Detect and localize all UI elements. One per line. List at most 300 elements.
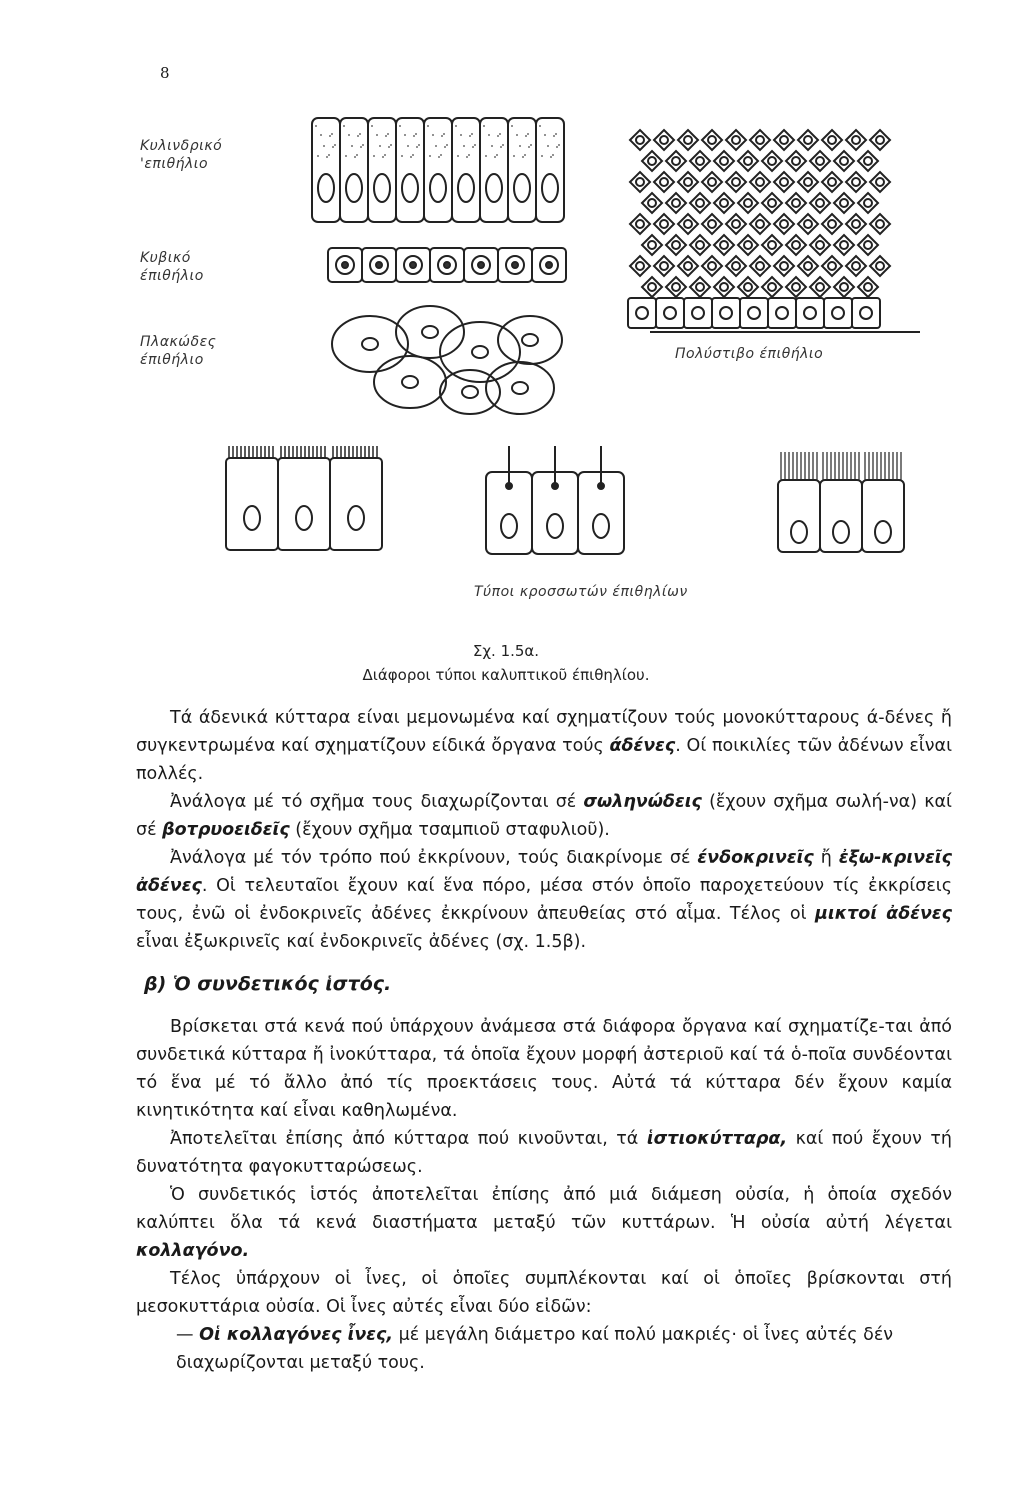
nucleus bbox=[636, 136, 644, 144]
stratified-cell bbox=[666, 277, 686, 297]
nucleus bbox=[852, 136, 860, 144]
cytoplasm-dot bbox=[497, 135, 499, 137]
cytoplasm-dot bbox=[485, 155, 487, 157]
microvilli-cell bbox=[226, 458, 278, 550]
stratified-cell bbox=[870, 214, 890, 234]
nucleus bbox=[512, 382, 528, 394]
cytoplasm-dot bbox=[511, 125, 513, 127]
stratified-cell bbox=[846, 256, 866, 276]
nucleus bbox=[660, 262, 668, 270]
microvilli-cell bbox=[278, 458, 330, 550]
cytoplasm-dot bbox=[530, 144, 532, 146]
stratified-cell bbox=[858, 151, 878, 171]
nucleus bbox=[672, 199, 680, 207]
nucleus bbox=[804, 178, 812, 186]
stratified-cell bbox=[738, 193, 758, 213]
cytoplasm-dot bbox=[356, 154, 358, 156]
nucleus bbox=[346, 174, 362, 202]
columnar-cell bbox=[396, 118, 424, 222]
stratified-cell bbox=[738, 151, 758, 171]
nucleus bbox=[593, 514, 609, 538]
cytoplasm-dot bbox=[320, 134, 322, 136]
columnar-cell bbox=[452, 118, 480, 222]
nucleolus bbox=[478, 262, 484, 268]
basal-body bbox=[598, 483, 604, 489]
columnar-epithelium-drawing bbox=[312, 118, 564, 222]
squamous-epithelium-drawing bbox=[332, 306, 562, 414]
cytoplasm-dot bbox=[483, 125, 485, 127]
cytoplasm-dot bbox=[502, 144, 504, 146]
ciliated-cell bbox=[820, 480, 862, 552]
basal-cell bbox=[740, 298, 768, 328]
nucleus bbox=[684, 178, 692, 186]
stratified-cell bbox=[810, 277, 830, 297]
stratified-cell bbox=[642, 235, 662, 255]
stratified-cell bbox=[642, 193, 662, 213]
stratified-cell bbox=[762, 235, 782, 255]
cytoplasm-dot bbox=[360, 146, 362, 148]
stratified-cell bbox=[726, 256, 746, 276]
cytoplasm-dot bbox=[522, 156, 524, 158]
stratified-cell bbox=[798, 130, 818, 150]
nucleus bbox=[804, 307, 816, 319]
stratified-cell bbox=[858, 235, 878, 255]
columnar-cell bbox=[424, 118, 452, 222]
flagellated-epithelium-drawing bbox=[486, 446, 624, 554]
stratified-cell bbox=[762, 277, 782, 297]
cytoplasm-dot bbox=[440, 154, 442, 156]
nucleus bbox=[816, 283, 824, 291]
stratified-cell bbox=[678, 214, 698, 234]
basal-cell bbox=[852, 298, 880, 328]
nucleus bbox=[768, 199, 776, 207]
stratified-cell bbox=[690, 193, 710, 213]
nucleus bbox=[852, 262, 860, 270]
stratified-cell bbox=[834, 235, 854, 255]
cytoplasm-dot bbox=[334, 144, 336, 146]
cytoplasm-dot bbox=[524, 154, 526, 156]
cuboidal-label: Κυβικό έπιθήλιο bbox=[140, 250, 204, 284]
nucleus bbox=[833, 521, 849, 543]
nucleus bbox=[828, 178, 836, 186]
stratified-cell bbox=[690, 235, 710, 255]
nucleus bbox=[696, 283, 704, 291]
nucleus bbox=[720, 307, 732, 319]
stratified-cell bbox=[798, 172, 818, 192]
stratified-cell bbox=[666, 235, 686, 255]
nucleus bbox=[672, 241, 680, 249]
nucleus bbox=[832, 307, 844, 319]
nucleus bbox=[732, 178, 740, 186]
stratified-cell bbox=[750, 172, 770, 192]
nucleus bbox=[462, 386, 478, 398]
stratified-cell bbox=[630, 256, 650, 276]
stratified-cell bbox=[822, 172, 842, 192]
nucleus bbox=[804, 262, 812, 270]
stratified-cell bbox=[702, 214, 722, 234]
cytoplasm-dot bbox=[351, 145, 353, 147]
stratified-cell bbox=[750, 256, 770, 276]
cytoplasm-dot bbox=[541, 155, 543, 157]
cytoplasm-dot bbox=[496, 154, 498, 156]
nucleus bbox=[684, 220, 692, 228]
nucleus bbox=[840, 199, 848, 207]
cytoplasm-dot bbox=[362, 144, 364, 146]
nucleus bbox=[636, 262, 644, 270]
microvilli-epithelium-drawing bbox=[226, 446, 382, 550]
nucleus bbox=[402, 376, 418, 388]
nucleus bbox=[780, 262, 788, 270]
stratified-cell bbox=[822, 256, 842, 276]
nucleus bbox=[768, 283, 776, 291]
cytoplasm-dot bbox=[525, 135, 527, 137]
nucleus bbox=[732, 262, 740, 270]
cytoplasm-dot bbox=[331, 133, 333, 135]
cuboidal-epithelium-drawing bbox=[328, 248, 566, 282]
stratified-cell bbox=[738, 235, 758, 255]
nucleus bbox=[864, 283, 872, 291]
nucleus bbox=[296, 506, 312, 530]
nucleus bbox=[864, 157, 872, 165]
cytoplasm-dot bbox=[553, 135, 555, 137]
cytoplasm-dot bbox=[469, 135, 471, 137]
squamous-cell bbox=[374, 356, 446, 408]
nucleus bbox=[672, 157, 680, 165]
nucleolus bbox=[444, 262, 450, 268]
nucleolus bbox=[342, 262, 348, 268]
stratified-cell bbox=[726, 172, 746, 192]
cytoplasm-dot bbox=[466, 156, 468, 158]
cytoplasm-dot bbox=[444, 146, 446, 148]
nucleus bbox=[840, 241, 848, 249]
paragraph: Ἀνάλογα μέ τόν τρόπο πού ἐκκρίνουν, τούς διακρίνομε σέ ένδοκρινεῖς ἤ ἐξω-κρινεῖς ἀδένες. Οἱ τελευταῖοι ἔχουν καί ἕνα πόρο, μέσα στόν ὁποῖο παροχετεύουν τίς ἐκκρίσεις τους, ἐνῶ οἱ ἐνδοκρινεῖς ἀδένες ἐκκρίνουν ἀπευθείας στό αἷμα. Τέλος οἱ μικτοί ἀδένες εἶναι ἐξωκρινεῖς καί ἐνδοκρινεῖς ἀδένες (σχ. 1.5β). bbox=[136, 848, 952, 952]
stratified-cell bbox=[786, 193, 806, 213]
nucleus bbox=[732, 220, 740, 228]
nucleus bbox=[748, 307, 760, 319]
nucleus bbox=[430, 174, 446, 202]
nucleus bbox=[852, 178, 860, 186]
nucleus bbox=[696, 241, 704, 249]
cytoplasm-dot bbox=[412, 154, 414, 156]
stratified-cell bbox=[858, 277, 878, 297]
stratified-cell bbox=[834, 151, 854, 171]
cytoplasm-dot bbox=[527, 133, 529, 135]
nucleus bbox=[636, 220, 644, 228]
cytoplasm-dot bbox=[550, 156, 552, 158]
cytoplasm-dot bbox=[359, 133, 361, 135]
cytoplasm-dot bbox=[413, 135, 415, 137]
stratified-cell bbox=[762, 151, 782, 171]
nucleus bbox=[636, 178, 644, 186]
nucleus bbox=[792, 241, 800, 249]
nucleus bbox=[816, 157, 824, 165]
nucleus bbox=[852, 220, 860, 228]
paragraph: Τά άδενικά κύτταρα είναι μεμονωμένα καί σχηματίζουν τούς μονοκύτταρους ά-δένες ἤ συγκεντρωμένα καί σχηματίζουν είδικά ὄργανα τούς άδένες. Οί ποικιλίες τῶν ἀδένων εἶναι πολλές. bbox=[136, 708, 953, 784]
nucleus bbox=[542, 174, 558, 202]
ciliated-types-label: Τύποι κροσσωτών έπιθηλίων bbox=[474, 584, 688, 600]
cytoplasm-dot bbox=[500, 146, 502, 148]
stratified-cell bbox=[666, 193, 686, 213]
stratified-cell bbox=[870, 172, 890, 192]
nucleus bbox=[696, 199, 704, 207]
nucleus bbox=[636, 307, 648, 319]
cytoplasm-dot bbox=[472, 146, 474, 148]
basal-body bbox=[552, 483, 558, 489]
cytoplasm-dot bbox=[441, 135, 443, 137]
nucleus bbox=[472, 346, 488, 358]
columnar-label: Κυλινδρικό 'επιθήλιο bbox=[140, 138, 223, 172]
stratified-cell bbox=[702, 130, 722, 150]
stratified-cell bbox=[726, 214, 746, 234]
cytoplasm-dot bbox=[555, 133, 557, 135]
nucleus bbox=[876, 178, 884, 186]
nucleus bbox=[744, 283, 752, 291]
stratified-cell bbox=[654, 172, 674, 192]
nucleus bbox=[720, 157, 728, 165]
cytoplasm-dot bbox=[323, 145, 325, 147]
nucleus bbox=[864, 241, 872, 249]
cytoplasm-dot bbox=[418, 144, 420, 146]
ciliated-cell bbox=[862, 480, 904, 552]
columnar-cell bbox=[480, 118, 508, 222]
nucleus bbox=[791, 521, 807, 543]
cytoplasm-dot bbox=[415, 133, 417, 135]
nucleus bbox=[720, 283, 728, 291]
nucleus bbox=[768, 241, 776, 249]
stratified-cell bbox=[762, 193, 782, 213]
cytoplasm-dot bbox=[491, 145, 493, 147]
nucleus bbox=[660, 220, 668, 228]
basal-cell bbox=[712, 298, 740, 328]
nucleus bbox=[776, 307, 788, 319]
cytoplasm-dot bbox=[443, 133, 445, 135]
nucleus bbox=[875, 521, 891, 543]
cytoplasm-dot bbox=[513, 155, 515, 157]
nucleus bbox=[708, 262, 716, 270]
cytoplasm-dot bbox=[385, 135, 387, 137]
columnar-cell bbox=[508, 118, 536, 222]
stratified-cell bbox=[834, 277, 854, 297]
cytoplasm-dot bbox=[429, 155, 431, 157]
cytoplasm-dot bbox=[401, 155, 403, 157]
nucleus bbox=[374, 174, 390, 202]
cytoplasm-dot bbox=[499, 133, 501, 135]
stratified-cell bbox=[738, 277, 758, 297]
body-text-2 bbox=[136, 1013, 952, 1321]
stratified-cell bbox=[810, 193, 830, 213]
stratified-cell bbox=[654, 130, 674, 150]
stratified-cell bbox=[750, 214, 770, 234]
nucleus bbox=[756, 136, 764, 144]
nucleus bbox=[876, 262, 884, 270]
cytoplasm-dot bbox=[357, 135, 359, 137]
stratified-cell bbox=[750, 130, 770, 150]
cytoplasm-dot bbox=[446, 144, 448, 146]
stratified-cell bbox=[702, 256, 722, 276]
ciliated-epithelium-drawing bbox=[778, 452, 904, 552]
stratified-cell bbox=[714, 235, 734, 255]
stratified-cell bbox=[714, 193, 734, 213]
cytoplasm-dot bbox=[328, 154, 330, 156]
nucleus bbox=[547, 514, 563, 538]
stratified-cell bbox=[678, 256, 698, 276]
nucleolus bbox=[410, 262, 416, 268]
basal-cell bbox=[824, 298, 852, 328]
nucleus bbox=[828, 220, 836, 228]
nucleus bbox=[696, 157, 704, 165]
cytoplasm-dot bbox=[373, 155, 375, 157]
stratified-cell bbox=[846, 172, 866, 192]
nucleus bbox=[876, 136, 884, 144]
nucleus bbox=[514, 174, 530, 202]
nucleolus bbox=[512, 262, 518, 268]
stratified-cell bbox=[870, 130, 890, 150]
nucleus bbox=[864, 199, 872, 207]
nucleus bbox=[660, 178, 668, 186]
stratified-label: Πολύστιβο έπιθήλιο bbox=[675, 346, 824, 362]
nucleus bbox=[501, 514, 517, 538]
nucleus bbox=[684, 262, 692, 270]
nucleus bbox=[720, 199, 728, 207]
stratified-cell bbox=[774, 256, 794, 276]
nucleus bbox=[708, 178, 716, 186]
paragraph: Ἀνάλογα μέ τό σχῆμα τους διαχωρίζονται σέ σωληνώδεις (ἔχουν σχῆμα σωλή-να) καί σέ βοτρυοειδεῖς (ἔχουν σχῆμα τσαμπιοῦ σταφυλιοῦ). bbox=[136, 792, 952, 840]
nucleus bbox=[348, 506, 364, 530]
cytoplasm-dot bbox=[345, 155, 347, 157]
cytoplasm-dot bbox=[384, 154, 386, 156]
cytoplasm-dot bbox=[471, 133, 473, 135]
cytoplasm-dot bbox=[528, 146, 530, 148]
stratified-cell bbox=[798, 214, 818, 234]
nucleus bbox=[768, 157, 776, 165]
paragraph: Βρίσκεται στά κενά πού ὑπάρχουν ἀνάμεσα στά διάφορα ὄργανα καί σχηματίζε-ται ἀπό συνδετικά κύτταρα ἤ ἰνοκύτταρα, τά ὁποῖα ἔχουν μορφή ἀστεριοῦ καί τά ὁ-ποῖα συνδέονται τό ἕνα μέ τό ἄλλο ἀπό τίς προεκτάσεις τους. Αὐτά τά κύτταρα δέν ἔχουν καμία κινητικότητα καί εἶναι καθηλωμένα. bbox=[136, 1017, 952, 1121]
nucleus bbox=[816, 241, 824, 249]
cytoplasm-dot bbox=[539, 125, 541, 127]
stratified-cell bbox=[822, 130, 842, 150]
stratified-cell bbox=[834, 193, 854, 213]
cytoplasm-dot bbox=[556, 146, 558, 148]
columnar-cell bbox=[368, 118, 396, 222]
nucleus bbox=[744, 241, 752, 249]
nucleus bbox=[664, 307, 676, 319]
cytoplasm-dot bbox=[438, 156, 440, 158]
nucleus bbox=[318, 174, 334, 202]
stratified-cell bbox=[630, 130, 650, 150]
stratified-cell bbox=[642, 277, 662, 297]
microvilli-cell bbox=[330, 458, 382, 550]
nucleus bbox=[720, 241, 728, 249]
columnar-cell bbox=[340, 118, 368, 222]
cytoplasm-dot bbox=[427, 125, 429, 127]
cytoplasm-dot bbox=[410, 156, 412, 158]
nucleus bbox=[648, 157, 656, 165]
cytoplasm-dot bbox=[332, 146, 334, 148]
stratified-cell bbox=[774, 214, 794, 234]
basal-cell bbox=[656, 298, 684, 328]
stratified-cell bbox=[630, 214, 650, 234]
cytoplasm-dot bbox=[376, 134, 378, 136]
cytoplasm-dot bbox=[404, 134, 406, 136]
nucleus bbox=[756, 262, 764, 270]
nucleolus bbox=[546, 262, 552, 268]
nucleus bbox=[708, 136, 716, 144]
nucleus bbox=[684, 136, 692, 144]
columnar-cell bbox=[312, 118, 340, 222]
cytoplasm-dot bbox=[371, 125, 373, 127]
cytoplasm-dot bbox=[317, 155, 319, 157]
nucleus bbox=[744, 157, 752, 165]
stratified-cell bbox=[690, 151, 710, 171]
nucleus bbox=[804, 220, 812, 228]
stratified-cell bbox=[630, 172, 650, 192]
stratified-cell bbox=[870, 256, 890, 276]
paragraph: Ἀποτελεῖται ἐπίσης ἀπό κύτταρα πού κινοῦνται, τά ἱστιοκύτταρα, καί πού ἔχουν τή δυνατότητα φαγοκυτταρώσεως. bbox=[136, 1129, 952, 1177]
figure-number: Σχ. 1.5α. bbox=[472, 642, 540, 660]
squamous-cell bbox=[486, 362, 554, 414]
stratified-cell bbox=[822, 214, 842, 234]
stratified-cell bbox=[774, 172, 794, 192]
cytoplasm-dot bbox=[488, 134, 490, 136]
nucleus bbox=[828, 136, 836, 144]
nucleus bbox=[804, 136, 812, 144]
stratified-cell bbox=[666, 151, 686, 171]
cytoplasm-dot bbox=[432, 134, 434, 136]
nucleus bbox=[522, 334, 538, 346]
stratified-cell bbox=[726, 130, 746, 150]
cytoplasm-dot bbox=[354, 156, 356, 158]
nucleus bbox=[732, 136, 740, 144]
nucleus bbox=[672, 283, 680, 291]
nucleus bbox=[780, 220, 788, 228]
section-heading: β) Ὁ συνδετικός ἱστός. bbox=[144, 973, 392, 995]
stratified-cell bbox=[774, 130, 794, 150]
cytoplasm-dot bbox=[552, 154, 554, 156]
basal-cell bbox=[768, 298, 796, 328]
squamous-cell bbox=[498, 316, 562, 364]
stratified-cell bbox=[846, 214, 866, 234]
cytoplasm-dot bbox=[390, 144, 392, 146]
cytoplasm-dot bbox=[455, 125, 457, 127]
cytoplasm-dot bbox=[468, 154, 470, 156]
cytoplasm-dot bbox=[463, 145, 465, 147]
nucleus bbox=[402, 174, 418, 202]
stratified-cell bbox=[702, 172, 722, 192]
nucleus bbox=[648, 283, 656, 291]
nucleus bbox=[244, 506, 260, 530]
nucleus bbox=[648, 241, 656, 249]
nucleus bbox=[792, 283, 800, 291]
cytoplasm-dot bbox=[326, 156, 328, 158]
list-item: — Οἱ κολλαγόνες ἶνες, μέ μεγάλη διάμετρο καί πολύ μακριές· οἱ ἶνες αὐτές δέν διαχωρίζονται μεταξύ τους. bbox=[176, 1325, 894, 1373]
epithelium-drawing bbox=[130, 100, 950, 600]
cytoplasm-dot bbox=[519, 145, 521, 147]
squamous-cell bbox=[396, 306, 464, 358]
stratified-cell bbox=[690, 277, 710, 297]
page-number: 8 bbox=[160, 64, 170, 82]
stratified-cell bbox=[654, 214, 674, 234]
cytoplasm-dot bbox=[387, 133, 389, 135]
cytoplasm-dot bbox=[382, 156, 384, 158]
nucleus bbox=[422, 326, 438, 338]
cytoplasm-dot bbox=[494, 156, 496, 158]
cytoplasm-dot bbox=[457, 155, 459, 157]
basal-body bbox=[506, 483, 512, 489]
nucleus bbox=[692, 307, 704, 319]
nucleus bbox=[816, 199, 824, 207]
cytoplasm-dot bbox=[416, 146, 418, 148]
paragraph: Ὁ συνδετικός ἱστός ἀποτελεῖται ἐπίσης ἀπό μιά διάμεση οὐσία, ἡ ὁποία σχεδόν καλύπτει ὅλα τά κενά διαστήματα μεταξύ τῶν κυττάρων. Ἡ οὐσία αὐτή λέγεται κολλαγόνο. bbox=[136, 1185, 952, 1261]
cytoplasm-dot bbox=[343, 125, 345, 127]
